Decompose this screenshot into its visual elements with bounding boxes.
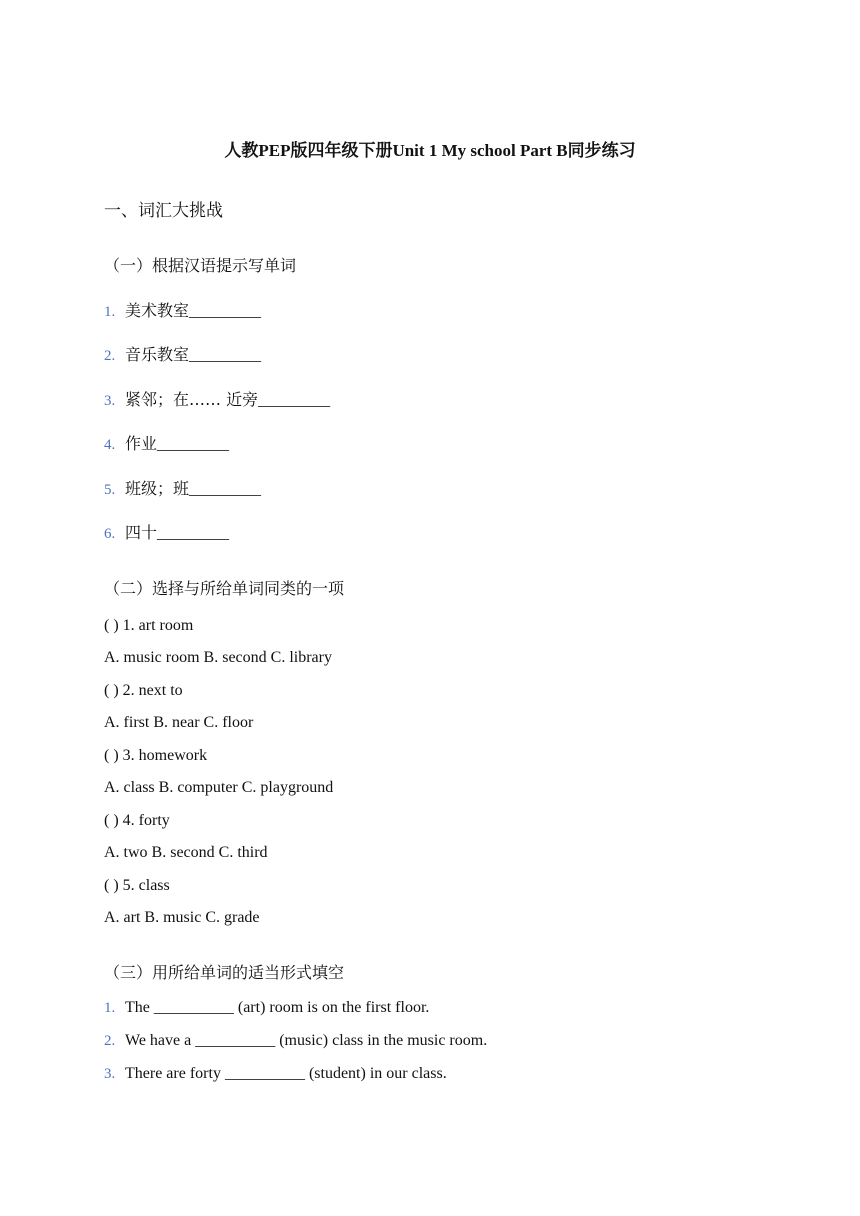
- options-line: A. art B. music C. grade: [104, 909, 260, 926]
- options-line: A. two B. second C. third: [104, 844, 268, 861]
- options-line: A. first B. near C. floor: [104, 714, 254, 731]
- sentence-text: There are forty __________ (student) in our class.: [125, 1065, 447, 1082]
- sentence-text: The __________ (art) room is on the first floor.: [125, 999, 430, 1016]
- item-prompt: 紧邻；在…… 近旁: [125, 390, 259, 409]
- item-prompt: 音乐教室: [125, 345, 190, 364]
- sentence-text: We have a __________ (music) class in the music room.: [125, 1032, 488, 1049]
- part1-item: [104, 387, 330, 410]
- answer-blank[interactable]: _________: [189, 303, 262, 320]
- part3-heading: （三）用所给单词的适当形式填空: [104, 963, 345, 982]
- part1-item: [104, 431, 229, 454]
- fill-sentence: [104, 1032, 487, 1050]
- item-number: 4.: [104, 437, 116, 453]
- item-number: 2.: [104, 348, 116, 364]
- part1-item: [104, 298, 261, 321]
- item-number: 5.: [104, 482, 116, 498]
- answer-blank[interactable]: _________: [258, 392, 331, 409]
- part1-item: [104, 520, 229, 543]
- item-number: 6.: [104, 526, 116, 542]
- options-line: A. class B. computer C. playground: [104, 779, 334, 796]
- question-line: ( ) 4. forty: [104, 812, 170, 829]
- page-title: 人教PEP版四年级下册Unit 1 My school Part B同步练习: [224, 141, 636, 160]
- answer-blank[interactable]: _________: [189, 481, 262, 498]
- question-line: ( ) 5. class: [104, 877, 170, 894]
- part1-heading: （一）根据汉语提示写单词: [104, 256, 297, 275]
- section-heading-vocabulary: 一、词汇大挑战: [104, 201, 223, 221]
- question-line: ( ) 3. homework: [104, 747, 208, 764]
- item-prompt: 四十: [125, 523, 158, 542]
- part1-item: [104, 342, 261, 365]
- item-prompt: 班级；班: [125, 479, 190, 498]
- question-line: ( ) 1. art room: [104, 617, 194, 634]
- question-line: ( ) 2. next to: [104, 682, 183, 699]
- item-number: 3.: [104, 393, 116, 409]
- answer-blank[interactable]: _________: [189, 347, 262, 364]
- answer-blank[interactable]: _________: [157, 525, 230, 542]
- part1-item: [104, 476, 261, 499]
- options-line: A. music room B. second C. library: [104, 649, 332, 666]
- item-prompt: 美术教室: [125, 301, 190, 320]
- fill-sentence: [104, 1065, 447, 1083]
- answer-blank[interactable]: _________: [157, 436, 230, 453]
- fill-sentence: [104, 999, 429, 1017]
- item-number: 1.: [104, 1000, 116, 1016]
- item-number: 3.: [104, 1066, 116, 1082]
- item-number: 2.: [104, 1033, 116, 1049]
- part2-heading: （二）选择与所给单词同类的一项: [104, 579, 345, 598]
- item-prompt: 作业: [125, 434, 158, 453]
- item-number: 1.: [104, 304, 116, 320]
